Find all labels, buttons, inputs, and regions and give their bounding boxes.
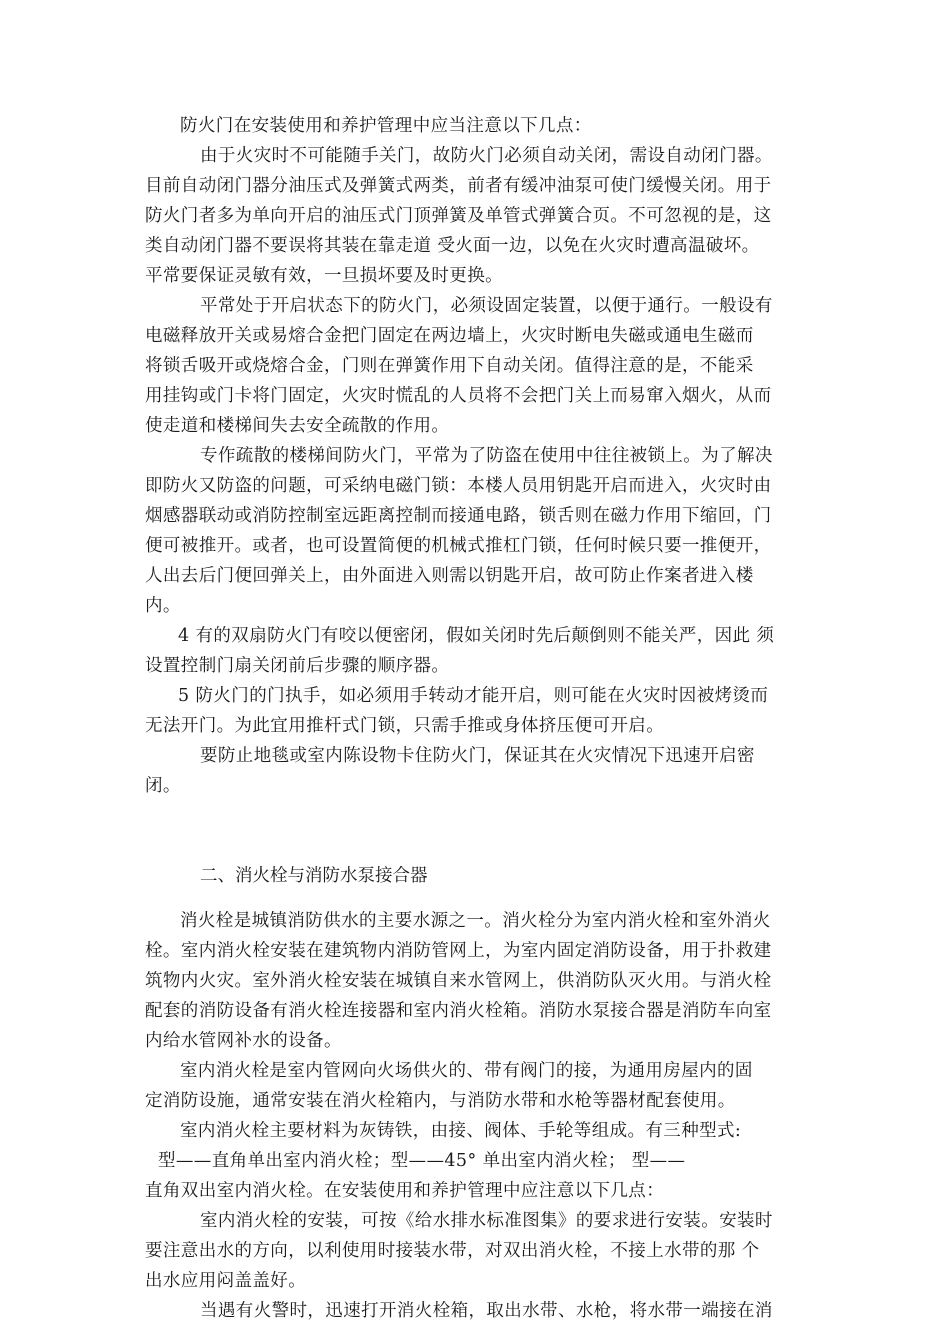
paragraph-line: 防火门者多为单向开启的油压式门顶弹簧及单管式弹簧合页。不可忽视的是，这: [145, 206, 772, 226]
paragraph-line: 专作疏散的楼梯间防火门，平常为了防盗在使用中往往被锁上。为了解决: [200, 446, 773, 466]
paragraph-line: 室内消火栓的安装，可按《给水排水标准图集》的要求进行安装。安装时: [200, 1211, 773, 1231]
paragraph-line: 内。: [145, 596, 181, 616]
paragraph-line: 内给水管网补水的设备。: [145, 1031, 342, 1051]
paragraph-line: 室内消火栓是室内管网向火场供火的、带有阀门的接，为通用房屋内的固: [180, 1061, 753, 1081]
paragraph-line: 要注意出水的方向，以利使用时接装水带，对双出消火栓，不接上水带的那 个: [145, 1241, 760, 1261]
paragraph-line: 消火栓是城镇消防供水的主要水源之一。消火栓分为室内消火栓和室外消火: [180, 911, 771, 931]
paragraph-line: 栓。室内消火栓安装在建筑物内消防管网上，为室内固定消防设备，用于扑救建: [145, 941, 772, 961]
paragraph-line: 类自动闭门器不要误将其装在靠走道 受火面一边，以免在火灾时遭高温破坏。: [145, 236, 760, 256]
intro-line: 防火门在安装使用和养护管理中应当注意以下几点：: [180, 116, 592, 136]
paragraph-line: 配套的消防设备有消火栓连接器和室内消火栓箱。消防水泵接合器是消防车向室: [145, 1001, 772, 1021]
paragraph-line: 人出去后门便回弹关上，由外面进入则需以钥匙开启，故可防止作案者进入楼: [145, 566, 754, 586]
paragraph-line: 平常处于开启状态下的防火门，必须设固定装置，以便于通行。一般设有: [200, 296, 773, 316]
paragraph-line: 电磁释放开关或易熔合金把门固定在两边墙上，火灾时断电失磁或通电生磁而: [145, 326, 754, 346]
paragraph-line: 闭。: [145, 776, 181, 796]
paragraph-line: 即防火又防盗的问题，可采纳电磁门锁：本楼人员用钥匙开启而进入，火灾时由: [145, 476, 772, 496]
section-heading: 二、消火栓与消防水泵接合器: [200, 866, 428, 886]
paragraph-line: 室内消火栓主要材料为灰铸铁，由接、阀体、手轮等组成。有三种型式:: [180, 1121, 742, 1141]
paragraph-line: 4 有的双扇防火门有咬以便密闭，假如关闭时先后颠倒则不能关严，因此 须: [178, 626, 775, 646]
paragraph-line: 由于火灾时不可能随手关门，故防火门必须自动关闭，需设自动闭门器。: [200, 146, 773, 166]
paragraph-line: 定消防设施，通常安装在消火栓箱内，与消防水带和水枪等器材配套使用。: [145, 1091, 736, 1111]
paragraph-line: 便可被推开。或者，也可设置简便的机械式推杠门锁，任何时候只要一推便开，: [145, 536, 772, 556]
paragraph-line: 出水应用闷盖盖好。: [145, 1271, 307, 1291]
paragraph-line: 目前自动闭门器分油压式及弹簧式两类，前者有缓冲油泵可使门缓慢关闭。用于: [145, 176, 772, 196]
paragraph-line: 无法开门。为此宜用推杆式门锁，只需手推或身体挤压便可开启。: [145, 716, 665, 736]
paragraph-line: 当遇有火警时，迅速打开消火栓箱，取出水带、水枪，将水带一端接在消: [200, 1301, 773, 1321]
paragraph-line: 烟感器联动或消防控制室远距离控制而接通电路，锁舌则在磁力作用下缩回，门: [145, 506, 772, 526]
paragraph-line: 设置控制门扇关闭前后步骤的顺序器。: [145, 656, 450, 676]
paragraph-line: 使走道和楼梯间失去安全疏散的作用。: [145, 416, 450, 436]
paragraph-line: 直角双出室内消火栓。在安装使用和养护管理中应注意以下几点：: [145, 1181, 665, 1201]
paragraph-line: 型——直角单出室内消火栓；型——45° 单出室内消火栓； 型——: [158, 1151, 686, 1171]
paragraph-line: 用挂钩或门卡将门固定，火灾时慌乱的人员将不会把门关上而易窜入烟火，从而: [145, 386, 772, 406]
paragraph-line: 要防止地毯或室内陈设物卡住防火门，保证其在火灾情况下迅速开启密: [200, 746, 755, 766]
paragraph-line: 平常要保证灵敏有效，一旦损坏要及时更换。: [145, 266, 503, 286]
paragraph-line: 筑物内火灾。室外消火栓安装在城镇自来水管网上，供消防队灭火用。与消火栓: [145, 971, 772, 991]
paragraph-line: 5 防火门的门执手，如必须用手转动才能开启，则可能在火灾时因被烤烫而: [178, 686, 769, 706]
paragraph-line: 将锁舌吸开或烧熔合金，门则在弹簧作用下自动关闭。值得注意的是，不能采: [145, 356, 754, 376]
